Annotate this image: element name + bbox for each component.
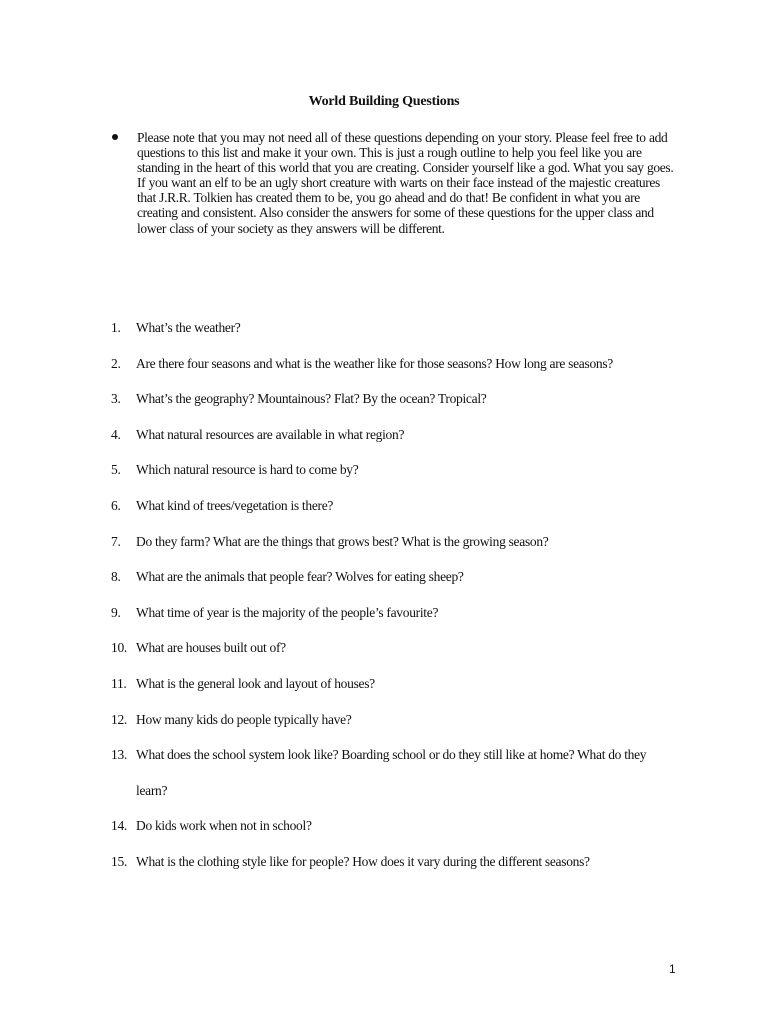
question-text: How many kids do people typically have? [136, 711, 352, 727]
question-item [111, 417, 691, 453]
question-text: What’s the weather? [136, 320, 241, 335]
question-text: What natural resources are available in what region? [136, 426, 405, 442]
question-item [111, 630, 691, 666]
question-item [111, 844, 691, 880]
question-number: 8. [111, 569, 121, 585]
intro-bullet-text: Please note that you may not need all of these questions depending on your story. Please feel free to add questions to this list and make it your own. This is just a rough outline to help you feel like you are standing in the heart of this world that you are creating. Consider yourself like a god. What you say goes. If you want an elf to be an ugly short creature with warts on their face instead of the majestic creatures that J.R.R. Tolkien has created them to be, you go ahead and do that! Be confident in what you are creating and consistent. Also consider the answers for some of these questions for the upper class and lower class of your society as they answers will be different. [137, 130, 674, 236]
question-item [111, 524, 691, 560]
question-number: 1. [111, 320, 121, 335]
question-number: 5. [111, 462, 121, 478]
question-number: 11. [111, 675, 127, 691]
question-item [111, 595, 691, 631]
question-list [111, 310, 691, 880]
question-number: 3. [111, 391, 121, 407]
question-number: 4. [111, 426, 121, 442]
question-item [111, 666, 691, 702]
question-number: 10. [111, 640, 127, 656]
question-item [111, 702, 691, 738]
question-number: 6. [111, 497, 121, 513]
question-number: 7. [111, 533, 121, 549]
question-item [111, 488, 691, 524]
intro-bullet [112, 130, 682, 236]
question-item [111, 310, 691, 346]
question-number: 9. [111, 604, 121, 620]
question-number: 12. [111, 711, 127, 727]
question-item [111, 737, 691, 808]
page-title: World Building Questions [308, 94, 460, 109]
question-number: 15. [111, 853, 127, 869]
page-number: 1 [669, 962, 676, 976]
question-text: What time of year is the majority of the people’s favourite? [136, 604, 439, 620]
question-text: Which natural resource is hard to come by? [136, 462, 359, 478]
question-number: 13. [111, 747, 127, 763]
question-item [111, 346, 691, 382]
question-text: What does the school system look like? Boarding school or do they still like at home? What do they learn? [136, 747, 647, 798]
question-text: What’s the geography? Mountainous? Flat? By the ocean? Tropical? [136, 391, 487, 407]
question-text: What are the animals that people fear? Wolves for eating sheep? [136, 569, 464, 585]
question-text: What is the general look and layout of houses? [136, 675, 375, 691]
question-text: Do they farm? What are the things that grows best? What is the growing season? [136, 533, 549, 549]
bullet-icon [112, 134, 118, 140]
question-text: What are houses built out of? [136, 640, 286, 656]
question-number: 2. [111, 355, 121, 371]
question-text: Do kids work when not in school? [136, 818, 312, 834]
question-item [111, 452, 691, 488]
question-number: 14. [111, 818, 127, 834]
question-item [111, 381, 691, 417]
question-item [111, 559, 691, 595]
question-text: Are there four seasons and what is the weather like for those seasons? How long are seasons? [136, 355, 613, 371]
question-item [111, 808, 691, 844]
question-text: What kind of trees/vegetation is there? [136, 497, 334, 513]
question-text: What is the clothing style like for people? How does it vary during the different seasons? [136, 853, 590, 869]
